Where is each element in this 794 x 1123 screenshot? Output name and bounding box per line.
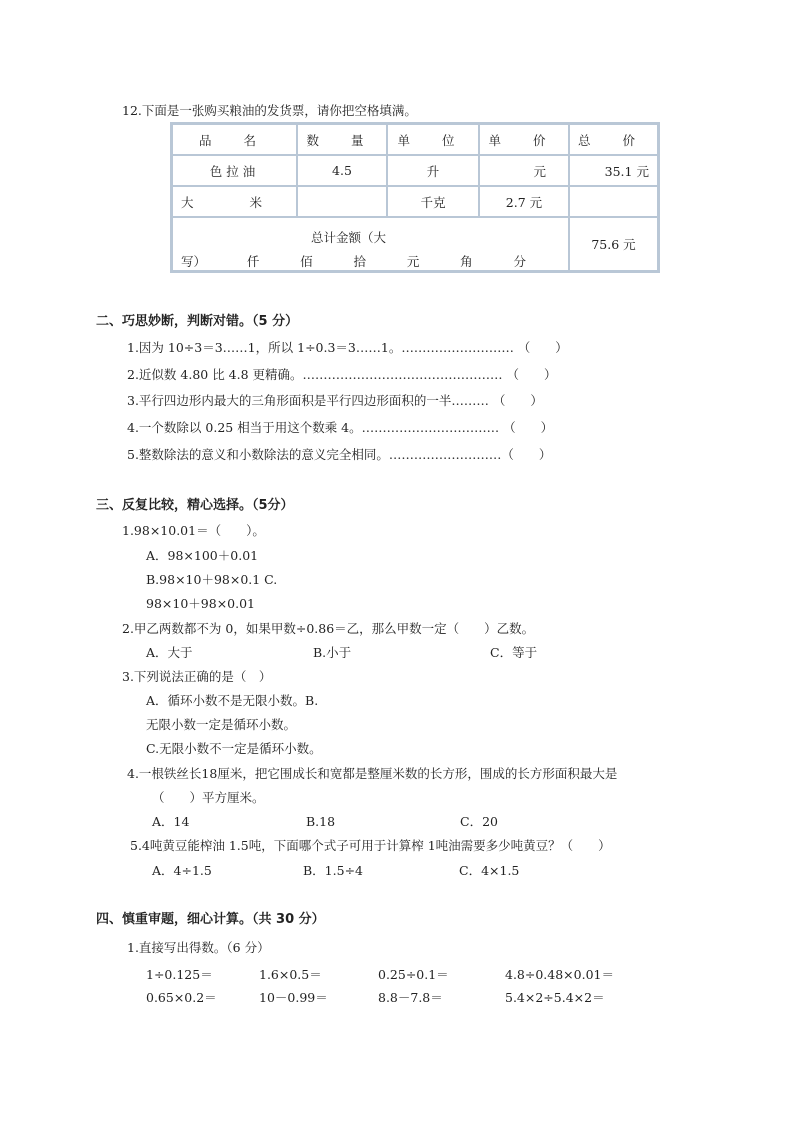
calc-item: 4.8÷0.48×0.01＝	[505, 967, 614, 982]
q1-option: B.98×10＋98×0.1 C.	[146, 572, 278, 587]
judge-item: 4.一个数除以 0.25 相当于用这个数乘 4。…………………………… （ ）	[127, 420, 554, 435]
header-name: 品 名	[172, 124, 297, 155]
calc-item: 1÷0.125＝	[146, 967, 213, 982]
q5-stem: 5.4吨黄豆能榨油 1.5吨，下面哪个式子可用于计算榨 1吨油需要多少吨黄豆？（ ）	[130, 838, 611, 853]
row2-qty[interactable]	[297, 186, 387, 217]
q5-option-c: C．4×1.5	[459, 863, 520, 878]
q3-option: 无限小数一定是循环小数。	[146, 717, 297, 732]
judge-item: 1.因为 10÷3＝3……1，所以 1÷0.3＝3……1。……………………… （ ）	[127, 340, 568, 355]
table-row	[172, 124, 658, 155]
calc-item: 8.8－7.8＝	[378, 990, 443, 1005]
row1-unit: 升	[387, 155, 479, 186]
q4-option-a: A．14	[152, 814, 190, 829]
q5-option-b: B．1.5÷4	[303, 863, 363, 878]
table-row	[172, 186, 658, 217]
total-label-a: 总计金额（大	[311, 230, 387, 245]
calc-item: 1.6×0.5＝	[259, 967, 322, 982]
header-price: 单 价	[479, 124, 569, 155]
row1-total: 35.1 元	[569, 155, 658, 186]
q3-option: A．循环小数不是无限小数。B.	[146, 693, 319, 708]
total-unit-label: 元	[406, 254, 420, 269]
judge-item: 5.整数除法的意义和小数除法的意义完全相同。………………………（ ）	[127, 447, 552, 462]
q4-stem-cont: （ ）平方厘米。	[152, 790, 265, 805]
invoice-table	[170, 122, 660, 273]
section2-title: 二、巧思妙断，判断对错。（5 分）	[96, 314, 299, 329]
total-unit-label: 角	[460, 254, 473, 269]
q12-prompt: 12.下面是一张购买粮油的发货票，请你把空格填满。	[122, 103, 417, 118]
table-row	[172, 217, 658, 271]
q3-option: C.无限小数不一定是循环小数。	[146, 741, 322, 756]
row2-price: 2.7 元	[479, 186, 569, 217]
q4-option-b: B.18	[306, 814, 336, 829]
total-label-cell	[172, 217, 569, 271]
section3-title: 三、反复比较，精心选择。（5分）	[96, 498, 294, 513]
total-unit-label: 拾	[353, 254, 366, 269]
row1-name: 色拉油	[172, 155, 297, 186]
q2-option-a: A．大于	[146, 645, 193, 660]
calc-item: 10－0.99＝	[259, 990, 328, 1005]
q2-option-b: B.小于	[313, 645, 352, 660]
q1-option: 98×10＋98×0.01	[146, 596, 255, 611]
section4-title: 四、慎重审题，细心计算。（共 30 分）	[96, 912, 325, 927]
row1-qty: 4.5	[297, 155, 387, 186]
total-unit-label: 佰	[300, 254, 313, 269]
s4-q1-stem: 1.直接写出得数。（6 分）	[127, 940, 270, 955]
total-unit-label: 仟	[246, 254, 260, 269]
total-value: 75.6 元	[569, 217, 658, 271]
q5-option-a: A．4÷1.5	[152, 863, 212, 878]
q2-option-c: C．等于	[490, 645, 538, 660]
q3-stem: 3.下列说法正确的是（ ）	[122, 669, 272, 684]
row1-price: 元	[479, 155, 569, 186]
q1-stem: 1.98×10.01＝（ ）。	[122, 523, 265, 538]
row2-total[interactable]	[569, 186, 658, 217]
judge-item: 3.平行四边形内最大的三角形面积是平行四边形面积的一半……… （ ）	[127, 393, 543, 408]
row2-unit: 千克	[387, 186, 479, 217]
calc-item: 0.65×0.2＝	[146, 990, 217, 1005]
header-total: 总 价	[569, 124, 658, 155]
total-label-b	[181, 252, 526, 270]
judge-item: 2.近似数 4.80 比 4.8 更精确。………………………………………… （ ）	[127, 367, 557, 382]
header-qty: 数 量	[297, 124, 387, 155]
q2-stem: 2.甲乙两数都不为 0，如果甲数÷0.86＝乙，那么甲数一定（ ）乙数。	[122, 621, 535, 636]
total-unit-label: 分	[513, 254, 526, 269]
q1-option: A．98×100＋0.01	[146, 548, 259, 563]
total-unit-label: 写）	[181, 254, 207, 269]
calc-item: 0.25÷0.1＝	[378, 967, 449, 982]
row2-name: 大 米	[172, 186, 297, 217]
calc-item: 5.4×2÷5.4×2＝	[505, 990, 605, 1005]
q4-stem: 4.一根铁丝长18厘米，把它围成长和宽都是整厘米数的长方形，围成的长方形面积最大是	[127, 766, 618, 781]
table-row	[172, 155, 658, 186]
header-unit: 单 位	[387, 124, 479, 155]
q4-option-c: C．20	[460, 814, 498, 829]
